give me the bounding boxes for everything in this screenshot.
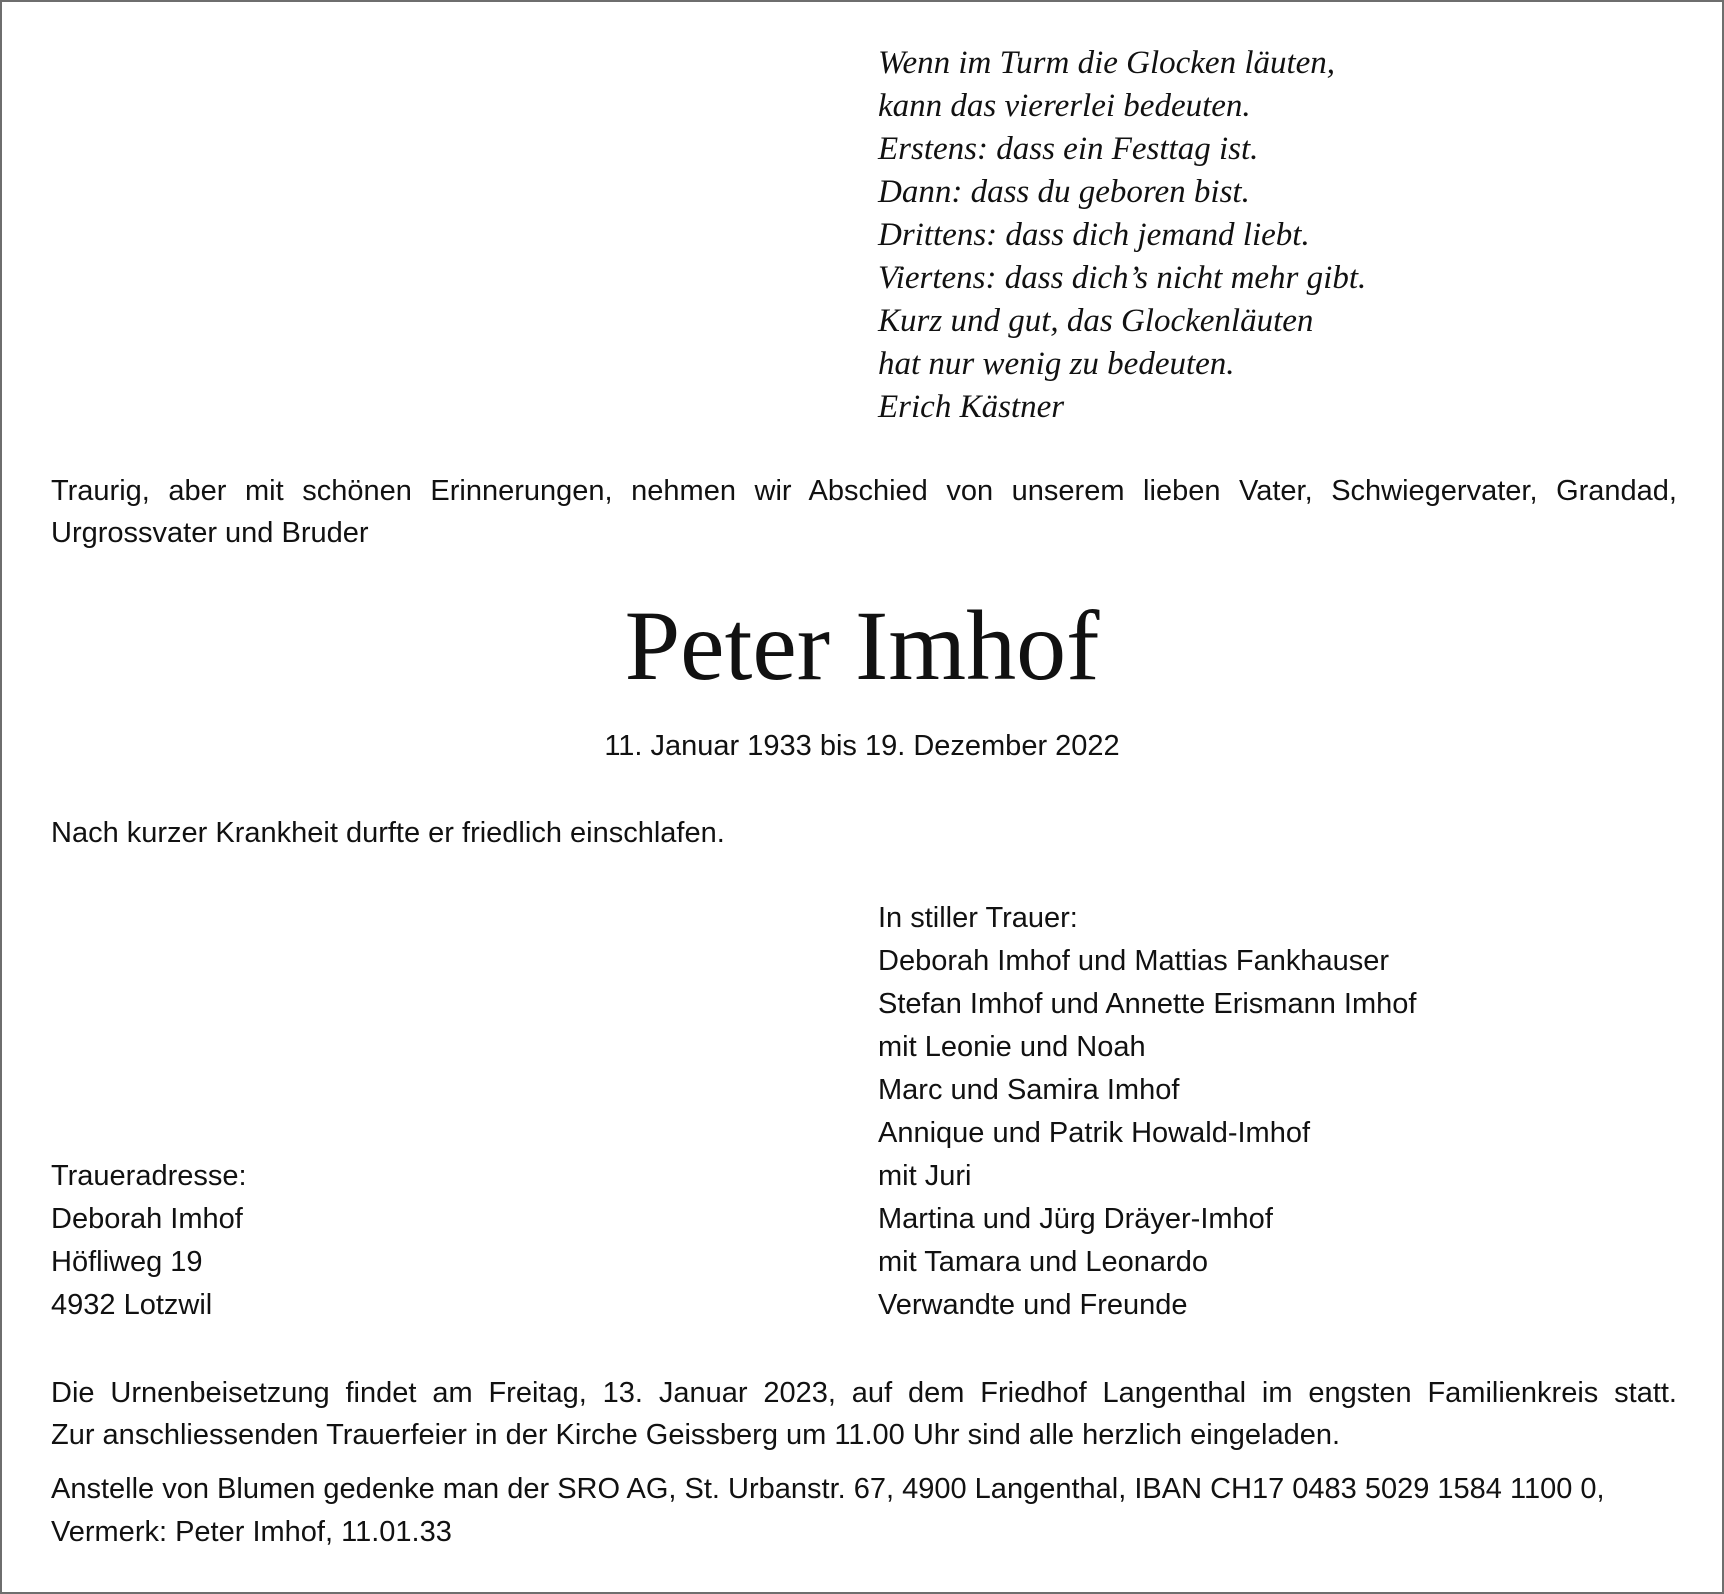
ceremony-line: Zur anschliessenden Trauerfeier in der Kirche Geissberg um 11.00 Uhr sind alle herzlich eingeladen. [51,1419,1341,1451]
poem-author: Erich Kästner [878,389,1065,425]
poem-line: hat nur wenig zu bedeuten. [878,346,1235,382]
mourner-line: Marc und Samira Imhof [878,1074,1180,1106]
burial-info [51,1372,1677,1456]
poem-line: Dann: dass du geboren bist. [878,174,1250,210]
mourner-line: Martina und Jürg Dräyer-Imhof [878,1203,1273,1235]
address-street: Höfliweg 19 [51,1246,203,1278]
mourner-line: mit Leonie und Noah [878,1031,1146,1063]
mourner-line: Verwandte und Freunde [878,1289,1188,1321]
address-city: 4932 Lotzwil [51,1289,213,1321]
mourners-heading: In stiller Trauer: [878,902,1078,934]
burial-line: Die Urnenbeisetzung findet am Freitag, 13. Januar 2023, auf dem Friedhof Langenthal im engsten Familienkreis statt. [51,1377,1677,1409]
mourners-list [878,897,1416,1327]
mourning-address [51,1155,247,1327]
address-heading: Traueradresse: [51,1160,247,1192]
passing-note: Nach kurzer Krankheit durfte er friedlich einschlafen. [51,817,725,849]
mourner-line: Deborah Imhof und Mattias Fankhauser [878,945,1389,977]
poem-line: Drittens: dass dich jemand liebt. [878,217,1310,253]
poem [878,42,1366,429]
mourner-line: mit Tamara und Leonardo [878,1246,1208,1278]
poem-line: Viertens: dass dich’s nicht mehr gibt. [878,260,1367,296]
address-name: Deborah Imhof [51,1203,243,1235]
poem-line: kann das viererlei bedeuten. [878,88,1251,124]
life-dates: 11. Januar 1933 bis 19. Dezember 2022 [604,730,1120,762]
mourner-line: mit Juri [878,1160,972,1192]
intro-text: Traurig, aber mit schönen Erinnerungen, nehmen wir Abschied von unserem lieben Vater, Schwiegervater, Grandad, Urgrossvater und Bruder [51,475,1677,549]
donation-note: Vermerk: Peter Imhof, 11.01.33 [51,1516,452,1548]
poem-line: Erstens: dass ein Festtag ist. [878,131,1259,167]
poem-line: Wenn im Turm die Glocken läuten, [878,45,1336,81]
donation-info [51,1468,1677,1554]
donation-line: Anstelle von Blumen gedenke man der SRO AG, St. Urbanstr. 67, 4900 Langenthal, IBAN CH17 0483 5029 1584 1100 0, [51,1473,1605,1505]
deceased-name: Peter Imhof [624,590,1100,701]
mourner-line: Annique und Patrik Howald-Imhof [878,1117,1311,1149]
poem-line: Kurz und gut, das Glockenläuten [878,303,1314,339]
mourner-line: Stefan Imhof und Annette Erismann Imhof [878,988,1417,1020]
